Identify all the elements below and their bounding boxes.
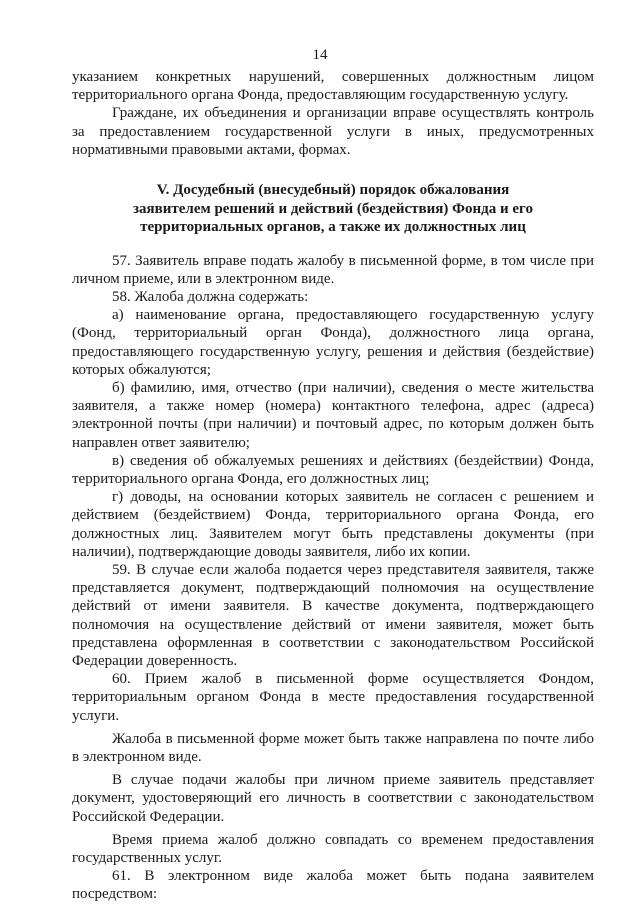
paragraph-58-a: а) наименование органа, предоставляющего государственную услугу (Фонд, территориальный орган Фонда), должностного лица органа, предоставляющего государственную услугу, решения и действия (бездействие) которых обжалуются; — [72, 307, 594, 378]
paragraph-60: 60. Прием жалоб в письменной форме осуществляется Фондом, территориальным органом Фонда в месте предоставления государственной услуги. — [72, 671, 594, 724]
paragraph-60-personal: В случае подачи жалобы при личном приеме заявитель представляет документ, удостоверяющий его личность в соответствии с законодательством Российской Федерации. — [72, 772, 594, 825]
section-heading-line-3: территориальных органов, а также их должностных лиц — [140, 219, 526, 236]
paragraph-61: 61. В электронном виде жалоба может быть подана заявителем посредством: — [72, 868, 594, 903]
section-heading-line-1: V. Досудебный (внесудебный) порядок обжалования — [156, 182, 510, 199]
paragraph-60-mail: Жалоба в письменной форме может быть также направлена по почте либо в электронном виде. — [72, 730, 594, 765]
page-number: 14 — [312, 47, 328, 63]
section-heading-line-2: заявителем решений и действий (бездействия) Фонда и его — [133, 200, 533, 217]
paragraph-58-g: г) доводы, на основании которых заявитель не согласен с решением и действием (бездействием) Фонда, территориального органа Фонда, его должностных лиц. Заявителем могут быть представлены документы (при наличии), подтверждающие доводы заявителя, либо их копии. — [72, 489, 594, 560]
paragraph-58-b: б) фамилию, имя, отчество (при наличии), сведения о месте жительства заявителя, а также номер (номера) контактного телефона, адрес (адреса) электронной почты (при наличии) и почтовый адрес, по которым должен быть направлен ответ заявителю; — [72, 379, 594, 451]
paragraph-57: 57. Заявитель вправе подать жалобу в письменной форме, в том числе при личном приеме, или в электронном виде. — [72, 252, 594, 287]
paragraph-citizens-control: Граждане, их объединения и организации вправе осуществлять контроль за предоставлением государственной услуги в иных, предусмотренных нормативными правовыми актами, формах. — [72, 105, 594, 158]
paragraph-59: 59. В случае если жалоба подается через представителя заявителя, также представляется документ, подтверждающий полномочия на осуществление действий от имени заявителя. В качестве документа, подтверждающего полномочия на осуществление действий от имени заявителя, может быть представлена оформленная в соответствии с законодательством Российской Федерации доверенность. — [72, 561, 594, 669]
document-body — [72, 68, 594, 904]
paragraph-continuation: указанием конкретных нарушений, совершенных должностным лицом территориального органа Фонда, предоставляющим государственную услугу. — [72, 69, 594, 104]
section-heading — [72, 181, 594, 237]
paragraph-58: 58. Жалоба должна содержать: — [112, 288, 309, 305]
paragraph-60-time: Время приема жалоб должно совпадать со временем предоставления государственных услуг. — [72, 831, 594, 867]
paragraph-58-v: в) сведения об обжалуемых решениях и действиях (бездействии) Фонда, территориального органа Фонда, его должностных лиц; — [72, 452, 594, 487]
